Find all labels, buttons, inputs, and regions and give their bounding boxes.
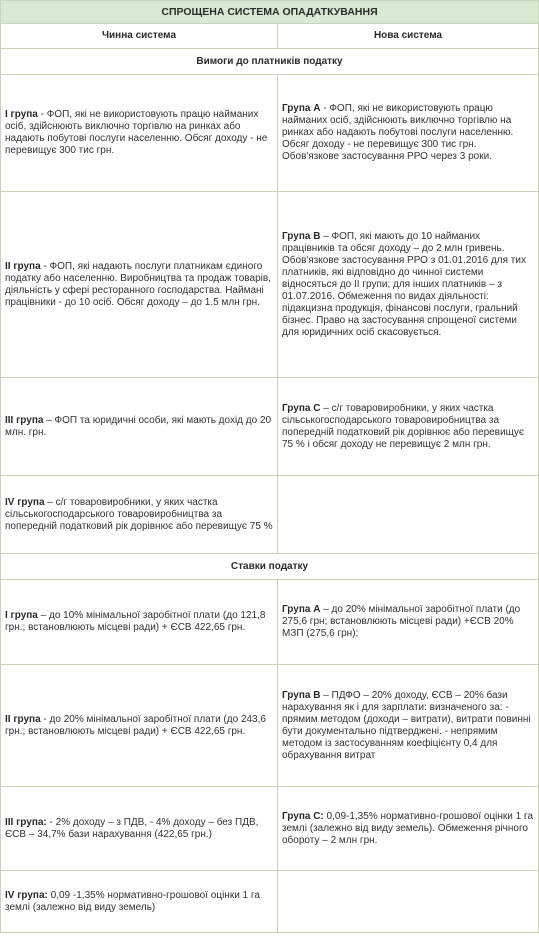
cell-text: – до 20% мінімальної заробітної плати (до 275,6 грн; встановлюють місцеві ради) +ЄСВ 20% МЗП (275,6 грн); bbox=[282, 604, 521, 639]
cell-new-group-c bbox=[278, 378, 539, 476]
cell-label: Група В bbox=[282, 230, 321, 242]
cell-label: Група А bbox=[282, 103, 321, 114]
cell-current-rate-group-4 bbox=[1, 871, 278, 933]
cell-text: - ФОП, які не використовують працю найманих осіб, здійснюють виключно торгівлю на ринках або надають побутові послуги населенню. Обсяг доходу - не перевищує 300 тис грн. bbox=[5, 109, 268, 156]
column-header-current: Чинна система bbox=[1, 24, 278, 49]
table-row bbox=[1, 378, 539, 476]
cell-text: - ФОП, які не використовують працю найманих осіб, здійснюють виключно торгівлю на ринках або надають побутові послуги населенню. Обсяг доходу - не перевищує 300 тис грн. Обов'язкове застосування РРО через 3 роки. bbox=[282, 103, 514, 162]
cell-text: - 2% доходу – з ПДВ, - 4% доходу – без ПДВ, ЄСВ – 34,7% бази нарахування (422,65 грн.) bbox=[5, 816, 259, 840]
column-header-row bbox=[1, 24, 539, 49]
table-title: СПРОЩЕНА СИСТЕМА ОПАДАТКУВАННЯ bbox=[1, 1, 539, 24]
cell-label: Група С: bbox=[282, 810, 324, 822]
cell-text: 0,09 -1,35% нормативно-грошової оцінки 1 га землі (залежно від виду земель) bbox=[5, 889, 260, 913]
table-row bbox=[1, 787, 539, 871]
table-row bbox=[1, 476, 539, 554]
table-row bbox=[1, 580, 539, 665]
cell-label: III група bbox=[5, 414, 44, 426]
section-header-row bbox=[1, 554, 539, 580]
cell-current-rate-group-2 bbox=[1, 665, 278, 787]
section-heading-rates: Ставки податку bbox=[1, 554, 539, 580]
cell-text: – ФОП, які мають до 10 найманих працівників та обсяг доходу – до 2 млн гривень. Обов'язкове застосування РРО з 01.01.2016 для тих платників, які відповідно до чинної системи відносяться до II групи; для інших платників – з 01.07.2016. Обмеження по видах діяльності: підакцизна продукція, фінансові послуги, гральний бізнес. Право на застосування спрощеної системи для юридичних осіб скасовується. bbox=[282, 230, 526, 338]
cell-current-group-1 bbox=[1, 75, 278, 192]
cell-current-rate-group-3 bbox=[1, 787, 278, 871]
cell-text: 0,09-1,35% нормативно-грошової оцінки 1 га землі (залежно від виду земель). Обмеження річного обороту – 2 млн грн. bbox=[282, 810, 533, 846]
cell-new-group-a bbox=[278, 75, 539, 192]
cell-current-group-3 bbox=[1, 378, 278, 476]
table-row bbox=[1, 871, 539, 933]
cell-label: III група: bbox=[5, 816, 47, 828]
column-header-new: Нова система bbox=[278, 24, 539, 49]
section-heading-requirements: Вимоги до платників податку bbox=[1, 49, 539, 75]
cell-text: - ФОП, які надають послуги платникам єдиного податку або населенню. Виробництва та продаж товарів, діяльність у сфері ресторанного господарства. Наймані працівники - до 10 осіб. Обсяг доходу – до 1.5 млн грн. bbox=[5, 260, 271, 308]
cell-new-group-b bbox=[278, 192, 539, 378]
cell-label: IV група: bbox=[5, 889, 48, 901]
cell-label: Група С bbox=[282, 402, 321, 414]
cell-label: Група В bbox=[282, 689, 321, 701]
cell-text: – до 10% мінімальної заробітної плати (до 121,8 грн.; встановлюють місцеві ради) + ЄСВ 422,65 грн. bbox=[5, 610, 266, 633]
cell-label: IV група bbox=[5, 496, 45, 508]
table-row bbox=[1, 192, 539, 378]
cell-label: I група bbox=[5, 610, 38, 621]
table-row bbox=[1, 665, 539, 787]
cell-label: II група bbox=[5, 260, 41, 272]
cell-text: – с/г товаровиробники, у яких частка сільськогосподарського товаровиробництва за попередній податковий рік дорівнює або перевищує 75 % bbox=[5, 496, 273, 532]
cell-current-group-4 bbox=[1, 476, 278, 554]
cell-new-rate-empty bbox=[278, 871, 539, 933]
cell-new-empty bbox=[278, 476, 539, 554]
cell-label: Група А bbox=[282, 604, 321, 615]
cell-current-group-2 bbox=[1, 192, 278, 378]
cell-text: – с/г товаровиробники, у яких частка сільськогосподарського товаровиробництва за попередній податковий рік дорівнює або перевищує 75 % і обсяг доходу не перевищує 2 млн грн. bbox=[282, 402, 525, 450]
table-row bbox=[1, 75, 539, 192]
cell-text: - до 20% мінімальної заробітної плати (до 243,6 грн.; встановлюють місцеві ради) + ЄСВ 422,65 грн. bbox=[5, 713, 266, 737]
cell-label: II група bbox=[5, 713, 41, 725]
cell-text: – ФОП та юридичні особи, які мають дохід до 20 млн. грн. bbox=[5, 414, 272, 438]
cell-new-rate-group-a bbox=[278, 580, 539, 665]
cell-new-rate-group-c bbox=[278, 787, 539, 871]
cell-text: – ПДФО – 20% доходу, ЄСВ – 20% бази нарахування як і для зарплати: визначеного за: - прямим методом (доходи – витрати), витрати повинні бути документально підтверджені. - непрямим методом із застосуванням коефіцієнту 0,4 для обрахування витрат bbox=[282, 689, 531, 761]
title-row bbox=[1, 1, 539, 24]
cell-current-rate-group-1 bbox=[1, 580, 278, 665]
section-header-row bbox=[1, 49, 539, 75]
cell-label: I група bbox=[5, 109, 38, 120]
cell-new-rate-group-b bbox=[278, 665, 539, 787]
